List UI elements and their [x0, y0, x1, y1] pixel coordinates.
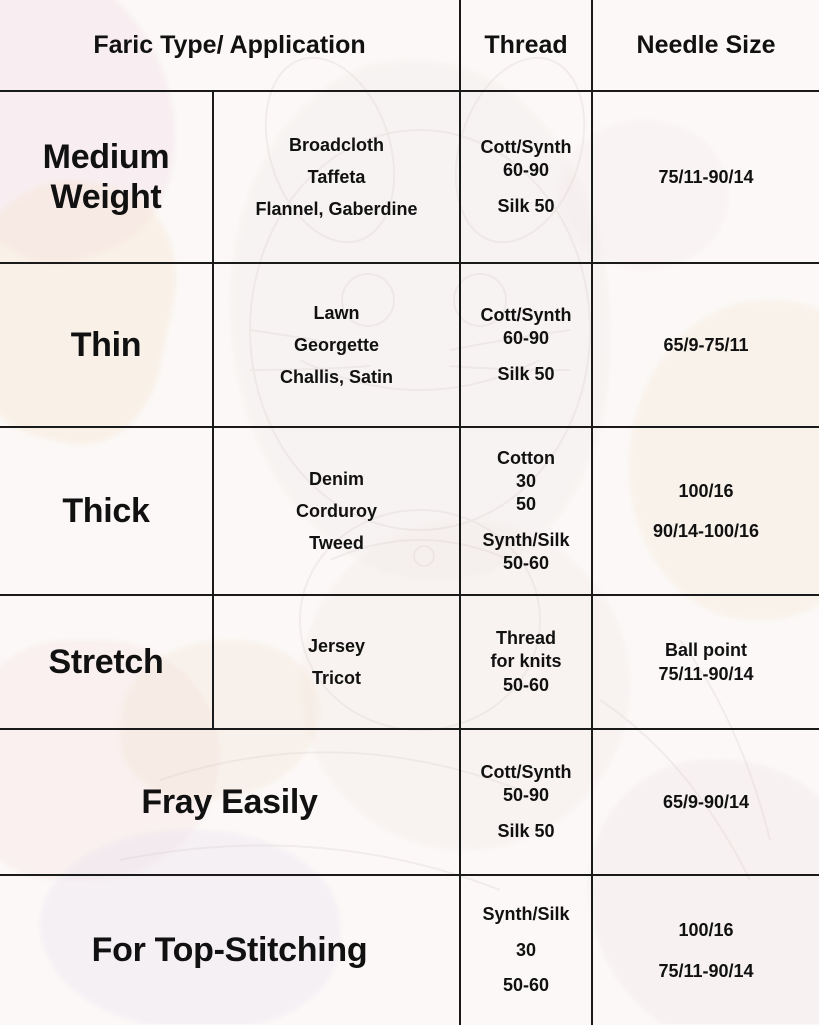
category-line: Weight: [4, 177, 208, 217]
thread-line: Cotton: [465, 447, 587, 470]
category-line: Medium: [4, 137, 208, 177]
needle-line: 100/16: [597, 918, 815, 942]
category-line: Thick: [4, 491, 208, 531]
needle-group: [597, 479, 815, 503]
fabric-item: Corduroy: [218, 495, 455, 527]
table-row: [0, 263, 819, 427]
thread-group: [465, 761, 587, 808]
needle-group: [597, 918, 815, 942]
thread-line: Thread: [465, 627, 587, 650]
row-thread-stretch: [460, 595, 592, 729]
thread-line: 50-60: [465, 552, 587, 575]
thread-line: Cott/Synth: [465, 304, 587, 327]
thread-line: 50-60: [465, 974, 587, 997]
fabric-item: Jersey: [218, 630, 455, 662]
row-fabrics-thick: [213, 427, 460, 595]
thread-group: [465, 903, 587, 926]
needle-line: 100/16: [597, 479, 815, 503]
thread-group: [465, 363, 587, 386]
thread-group: [465, 195, 587, 218]
fabric-item: Flannel, Gaberdine: [218, 193, 455, 225]
thread-line: for knits: [465, 650, 587, 673]
row-needle-thin: [592, 263, 819, 427]
category-line: Fray Easily: [4, 783, 455, 822]
row-category-medium-weight: [0, 91, 213, 263]
fabric-item: Lawn: [218, 297, 455, 329]
thread-line: Silk 50: [465, 363, 587, 386]
thread-line: 60-90: [465, 159, 587, 182]
row-category-thin: [0, 263, 213, 427]
needle-group: [597, 790, 815, 814]
thread-group: [465, 627, 587, 697]
table-row: [0, 595, 819, 729]
thread-line: Cott/Synth: [465, 136, 587, 159]
thread-line: 30: [465, 470, 587, 493]
header-fabric-type: Faric Type/ Application: [0, 0, 460, 91]
fabric-item: Taffeta: [218, 161, 455, 193]
category-line: Thin: [4, 325, 208, 365]
thread-line: 50-60: [465, 674, 587, 697]
row-category-for-top-stitching: [0, 875, 460, 1025]
row-thread-fray-easily: [460, 729, 592, 875]
row-needle-for-top-stitching: [592, 875, 819, 1025]
thread-line: 30: [465, 939, 587, 962]
fabric-item: Tricot: [218, 662, 455, 694]
category-line: For Top-Stitching: [4, 931, 455, 970]
header-needle-size: Needle Size: [592, 0, 819, 91]
thread-line: Synth/Silk: [465, 903, 587, 926]
table-row: [0, 91, 819, 263]
needle-line: Ball point: [597, 638, 815, 662]
fabric-item: Tweed: [218, 527, 455, 559]
thread-group: [465, 304, 587, 351]
needle-line: 75/11-90/14: [597, 959, 815, 983]
thread-group: [465, 974, 587, 997]
header-thread: Thread: [460, 0, 592, 91]
fabric-item: Georgette: [218, 329, 455, 361]
fabric-item: Broadcloth: [218, 129, 455, 161]
row-thread-thick: [460, 427, 592, 595]
row-fabrics-thin: [213, 263, 460, 427]
row-needle-fray-easily: [592, 729, 819, 875]
row-needle-stretch: [592, 595, 819, 729]
needle-group: [597, 333, 815, 357]
needle-line: 90/14-100/16: [597, 519, 815, 543]
table-row: [0, 427, 819, 595]
needle-group: [597, 519, 815, 543]
table-header-row: [0, 0, 819, 91]
thread-group: [465, 939, 587, 962]
row-thread-thin: [460, 263, 592, 427]
fabric-item: Denim: [218, 463, 455, 495]
table-row: [0, 875, 819, 1025]
row-fabrics-stretch: [213, 595, 460, 729]
needle-line: 75/11-90/14: [597, 165, 815, 189]
needle-line: 75/11-90/14: [597, 662, 815, 686]
row-needle-medium-weight: [592, 91, 819, 263]
thread-group: [465, 447, 587, 517]
thread-line: Silk 50: [465, 195, 587, 218]
fabric-item: Challis, Satin: [218, 361, 455, 393]
thread-group: [465, 820, 587, 843]
needle-line: 65/9-90/14: [597, 790, 815, 814]
needle-group: [597, 638, 815, 687]
row-category-stretch: [0, 595, 213, 729]
row-fabrics-medium-weight: [213, 91, 460, 263]
category-line: Stretch: [4, 642, 208, 682]
needle-group: [597, 959, 815, 983]
thread-line: 50: [465, 493, 587, 516]
thread-line: Silk 50: [465, 820, 587, 843]
needle-group: [597, 165, 815, 189]
row-thread-medium-weight: [460, 91, 592, 263]
thread-group: [465, 529, 587, 576]
needle-line: 65/9-75/11: [597, 333, 815, 357]
thread-line: Cott/Synth: [465, 761, 587, 784]
row-category-fray-easily: [0, 729, 460, 875]
thread-line: 50-90: [465, 784, 587, 807]
thread-group: [465, 136, 587, 183]
row-needle-thick: [592, 427, 819, 595]
row-thread-for-top-stitching: [460, 875, 592, 1025]
thread-line: 60-90: [465, 327, 587, 350]
table-row: [0, 729, 819, 875]
row-category-thick: [0, 427, 213, 595]
thread-line: Synth/Silk: [465, 529, 587, 552]
